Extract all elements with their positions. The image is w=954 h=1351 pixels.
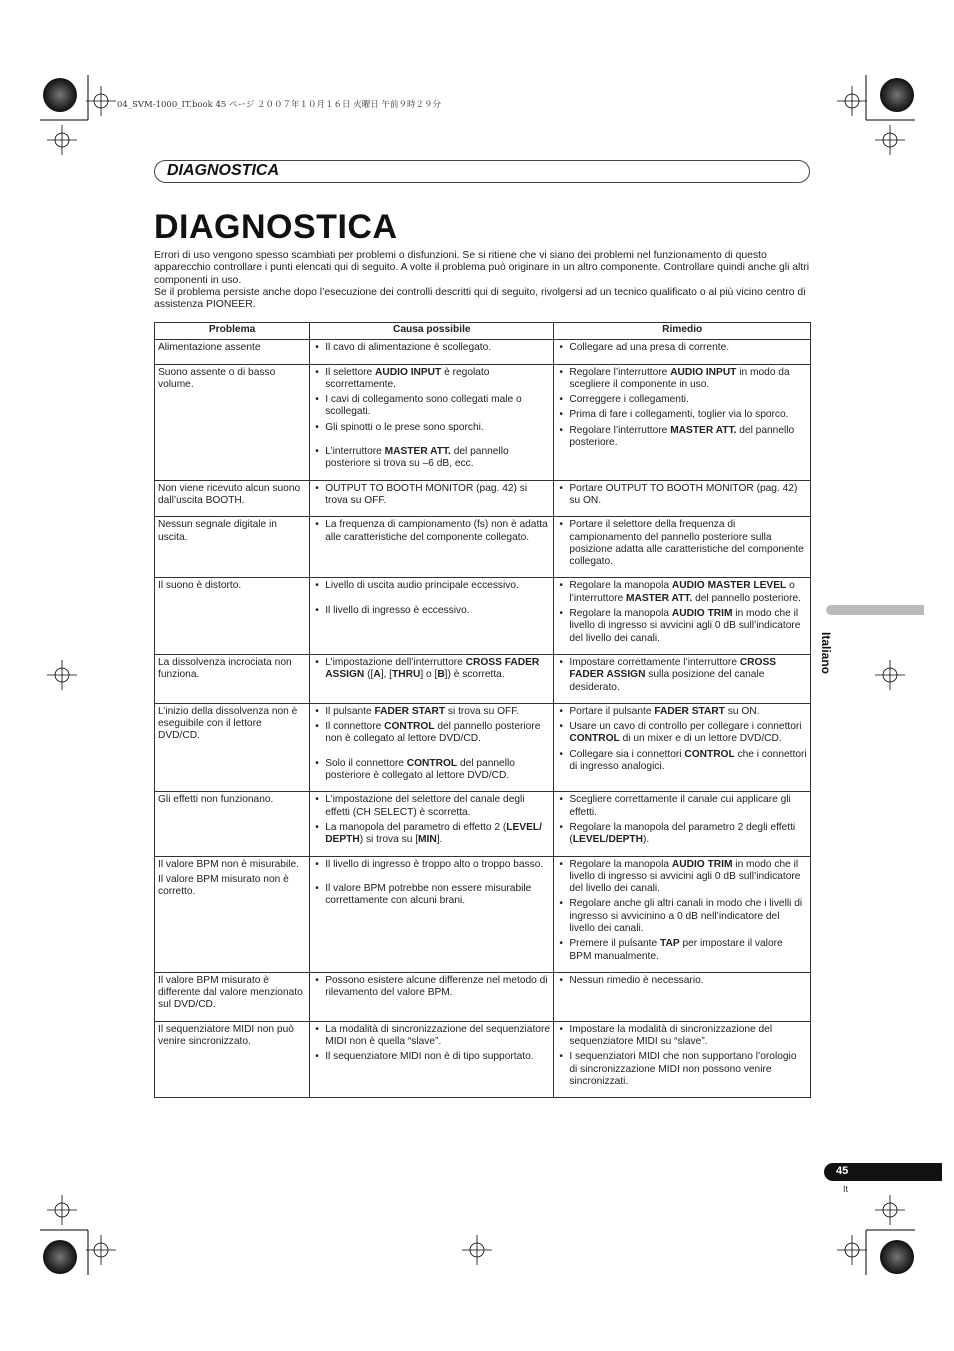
cause-cell [310,340,554,364]
remedy-cell [554,480,811,517]
side-language-label [819,620,852,690]
problem-text: L’inizio della dissolvenza non è eseguibile con il lettore DVD/CD. [158,705,298,742]
cause-item: • Il connettore CONTROL del pannello posteriore non è collegato al lettore DVD/CD. [313,721,550,746]
remedy-item: • Nessun rimedio è necessario. [557,975,807,987]
cause-item: • Gli spinotti o le prese sono sporchi. [313,422,550,434]
problem-text: Il valore BPM misurato non è corretto. [158,873,289,898]
cause-item: • Il livello di ingresso è troppo alto o troppo basso. [313,859,550,871]
remedy-cell [554,792,811,856]
problem-text: Il suono è distorto. [158,580,242,592]
cause-list [313,859,550,908]
section-header-tab [154,160,810,183]
cause-cell [310,972,554,1021]
table-row [155,578,811,654]
cause-list [313,483,550,508]
cause-cell [310,517,554,578]
remedy-list [557,794,807,846]
remedy-cell [554,1021,811,1097]
remedy-list [557,580,807,644]
cause-item: • Il selettore AUDIO INPUT è regolato scorrettamente. [313,367,550,392]
cause-list [313,342,550,354]
cause-cell [310,480,554,517]
cause-cell [310,703,554,791]
remedy-item: • Portare OUTPUT TO BOOTH MONITOR (pag. 42) su ON. [557,483,807,508]
remedy-item: • Premere il pulsante TAP per impostare il valore BPM manualmente. [557,938,807,963]
remedy-item: • Collegare ad una presa di corrente. [557,342,807,354]
side-language-tab [826,605,924,615]
remedy-item: • Scegliere correttamente il canale cui applicare gli effetti. [557,794,807,819]
problem-text: Nessun segnale digitale in uscita. [158,519,277,543]
cause-item: • La manopola del parametro di effetto 2 (LEVEL/ DEPTH) si trova su [MIN]. [313,822,550,847]
table-row [155,972,811,1021]
problem-cell [155,703,310,791]
remedy-item: • I sequenziatori MIDI che non supportano l’orologio di sincronizzazione MIDI non possono venire sincronizzati. [557,1051,807,1088]
table-row [155,654,811,703]
table-body [155,340,811,1098]
table-header-row [155,323,811,340]
remedy-item: • Regolare la manopola AUDIO TRIM in modo che il livello di ingresso si avvicini agli 0 dB sull’indicatore del livello dei canali. [557,608,807,645]
troubleshooting-table [154,322,811,1098]
problem-cell [155,480,310,517]
remedy-list [557,519,807,568]
page-title: DIAGNOSTICA [154,208,398,246]
problem-cell [155,972,310,1021]
cause-item: • L’impostazione del selettore del canale degli effetti (CH SELECT) è scorretta. [313,794,550,819]
header-remedy: Rimedio [554,323,811,340]
table-row [155,1021,811,1097]
intro-paragraph-2: Se il problema persiste anche dopo l’esecuzione dei controlli descritti qui di seguito, rivolgersi ad un tecnico qualificato o al più vicino centro di assistenza PIONEER. [154,286,806,311]
cause-item: • Il sequenziatore MIDI non è di tipo supportato. [313,1051,550,1063]
remedy-cell [554,654,811,703]
remedy-item: • Portare il pulsante FADER START su ON. [557,706,807,718]
cause-cell [310,792,554,856]
remedy-item: • Regolare anche gli altri canali in modo che i livelli di ingresso si avvicinino a 0 dB nell’indicatore del livello dei canali. [557,898,807,935]
table-row [155,340,811,364]
remedy-item: • Impostare la modalità di sincronizzazione del sequenziatore MIDI su “slave”. [557,1024,807,1049]
remedy-cell [554,578,811,654]
cause-item: • L’impostazione dell’interruttore CROSS FADER ASSIGN ([A], [THRU] o [B]) è scorretta. [313,657,550,682]
problem-text: Gli effetti non funzionano. [158,794,274,806]
remedy-cell [554,856,811,972]
cause-cell [310,1021,554,1097]
problem-text: Il sequenziatore MIDI non può venire sincronizzato. [158,1023,294,1048]
cause-cell [310,578,554,654]
cause-list [313,519,550,544]
cause-list [313,706,550,782]
problem-text: Alimentazione assente [158,342,261,354]
remedy-cell [554,972,811,1021]
cause-list [313,580,550,617]
remedy-list [557,975,807,987]
page-number-tab [824,1163,942,1181]
intro-paragraph-1: Errori di uso vengono spesso scambiati per problemi o disfunzioni. Se si ritiene che vi siano dei problemi nel funzionamento di questo apparecchio controllare i punti elencati qui di seguito. A volte il problema può originare in un altro componente. Controllare quindi anche gli altri componenti in uso. [154,250,810,286]
cause-item: • L’interruttore MASTER ATT. del pannello posteriore si trova su –6 dB, ecc. [313,446,550,471]
cause-item: • OUTPUT TO BOOTH MONITOR (pag. 42) si trova su OFF. [313,483,550,508]
cause-item: • Il cavo di alimentazione è scollegato. [313,342,550,354]
remedy-item: • Prima di fare i collegamenti, toglier via lo sporco. [557,409,807,421]
problem-cell [155,578,310,654]
problem-cell [155,856,310,972]
table-row [155,856,811,972]
problem-cell [155,364,310,480]
print-file-info: 04_SVM-1000_IT.book 45 ページ ２００７年１０月１６日 火曜日 午前９時２９分 [117,100,441,110]
language-label: Italiano [819,631,834,675]
cause-list [313,794,550,846]
header-cause: Causa possibile [310,323,554,340]
remedy-item: • Usare un cavo di controllo per collegare i connettori CONTROL di un mixer e di un lettore DVD/CD. [557,721,807,746]
remedy-item: • Regolare la manopola del parametro 2 degli effetti (LEVEL/DEPTH). [557,822,807,847]
remedy-list [557,1024,807,1088]
problem-cell [155,517,310,578]
language-code: It [843,1184,849,1194]
table-row [155,703,811,791]
intro-text [154,250,814,311]
table-row [155,792,811,856]
table-row [155,480,811,517]
remedy-cell [554,340,811,364]
problem-cell [155,1021,310,1097]
problem-cell [155,654,310,703]
problem-cell [155,340,310,364]
remedy-item: • Correggere i collegamenti. [557,394,807,406]
remedy-list [557,367,807,450]
section-header-label: DIAGNOSTICA [167,162,279,179]
cause-item: • Possono esistere alcune differenze nel metodo di rilevamento del valore BPM. [313,975,550,1000]
remedy-cell [554,364,811,480]
remedy-list [557,483,807,508]
remedy-item: • Regolare la manopola AUDIO MASTER LEVEL o l’interruttore MASTER ATT. del pannello posteriore. [557,580,807,605]
cause-item: • Il pulsante FADER START si trova su OFF. [313,706,550,718]
remedy-list [557,859,807,963]
cause-list [313,1024,550,1064]
remedy-item: • Regolare l’interruttore MASTER ATT. del pannello posteriore. [557,425,807,450]
remedy-list [557,342,807,354]
cause-item: • Il livello di ingresso è eccessivo. [313,605,550,617]
remedy-cell [554,703,811,791]
cause-item: • La frequenza di campionamento (fs) non è adatta alle caratteristiche del componente collegato. [313,519,550,544]
problem-text: Non viene ricevuto alcun suono dall’uscita BOOTH. [158,482,301,506]
problem-text: Il valore BPM non è misurabile. [158,858,299,870]
cause-item: • Solo il connettore CONTROL del pannello posteriore è collegato al lettore DVD/CD. [313,758,550,783]
cause-cell [310,856,554,972]
remedy-list [557,657,807,694]
cause-item: • I cavi di collegamento sono collegati male o scollegati. [313,394,550,419]
cause-cell [310,654,554,703]
remedy-item: • Regolare la manopola AUDIO TRIM in modo che il livello di ingresso si avvicini agli 0 dB sull’indicatore del livello dei canali. [557,859,807,896]
problem-text: Il valore BPM misurato è differente dal valore menzionato sul DVD/CD. [158,974,303,1011]
cause-list [313,367,550,471]
remedy-item: • Portare il selettore della frequenza di campionamento del pannello posteriore sulla posizione adatta alle caratteristiche del componente collegato. [557,519,807,568]
cause-item: • Livello di uscita audio principale eccessivo. [313,580,550,592]
remedy-item: • Impostare correttamente l’interruttore CROSS FADER ASSIGN sulla posizione del canale desiderato. [557,657,807,694]
problem-cell [155,792,310,856]
cause-cell [310,364,554,480]
table-row [155,517,811,578]
problem-text: Suono assente o di basso volume. [158,366,276,390]
remedy-item: • Regolare l’interruttore AUDIO INPUT in modo da scegliere il componente in uso. [557,367,807,392]
remedy-cell [554,517,811,578]
table-row [155,364,811,480]
cause-list [313,975,550,1000]
cause-item: • Il valore BPM potrebbe non essere misurabile correttamente con alcuni brani. [313,883,550,908]
remedy-item: • Collegare sia i connettori CONTROL che i connettori di ingresso analogici. [557,749,807,774]
page-number: 45 [836,1165,849,1177]
problem-text: La dissolvenza incrociata non funziona. [158,656,292,681]
header-problem: Problema [155,323,310,340]
cause-list [313,657,550,682]
cause-item: • La modalità di sincronizzazione del sequenziatore MIDI non è quella “slave”. [313,1024,550,1049]
remedy-list [557,706,807,773]
